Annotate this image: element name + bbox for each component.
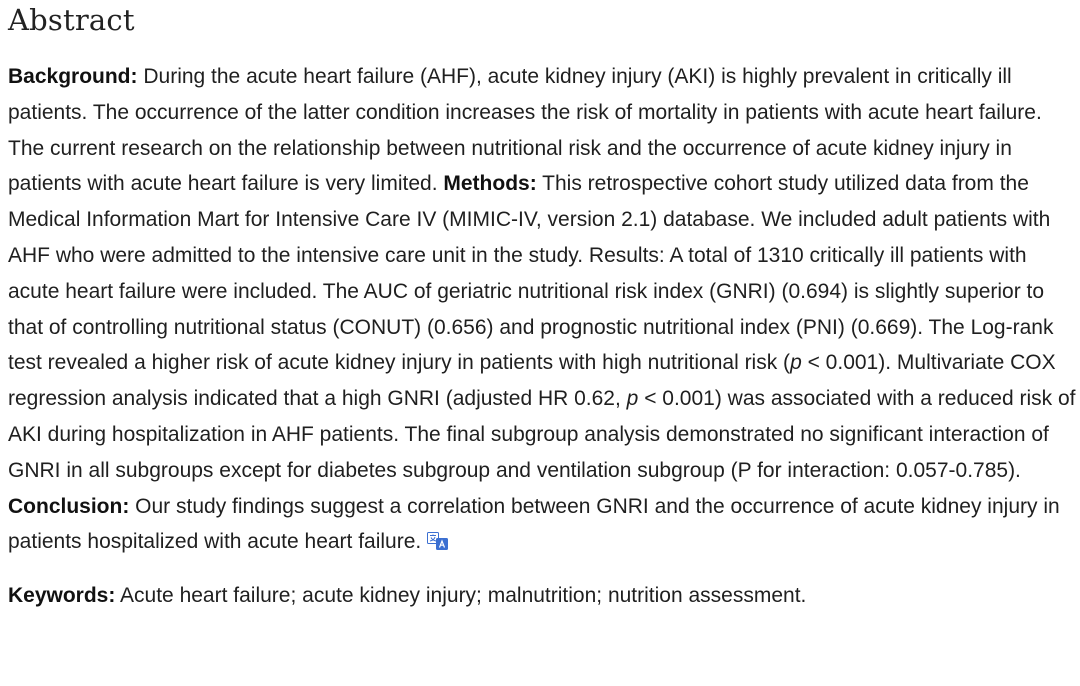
- keywords-paragraph: [8, 578, 1076, 614]
- translate-icon[interactable]: [427, 526, 449, 544]
- methods-label: Methods:: [443, 172, 537, 196]
- abstract-section: [8, 0, 1076, 614]
- keywords-text: Acute heart failure; acute kidney injury; malnutrition; nutrition assessment.: [115, 584, 807, 608]
- methods-text-end: < 0.001) was associated with a reduced risk of AKI during hospitalization in AHF patients. The final subgroup analysis demonstrated no significant interaction of GNRI in all subgroups except for diabetes subgroup and ventilation subgroup (P for interaction: 0.057-0.785).: [8, 387, 1076, 482]
- keywords-label: Keywords:: [8, 584, 116, 608]
- conclusion-text: Our study findings suggest a correlation between GNRI and the occurrence of acute kidney injury in patients hospitalized with acute heart failure.: [8, 494, 1060, 554]
- background-text: During the acute heart failure (AHF), acute kidney injury (AKI) is highly prevalent in critically ill patients. The occurrence of the latter condition increases the risk of mortality in patients with acute heart failure. The current research on the relationship between nutritional risk and the occurrence of acute kidney injury in patients with acute heart failure is very limited.: [8, 65, 1042, 196]
- p-value-symbol: p: [626, 387, 639, 411]
- conclusion-label: Conclusion:: [8, 494, 130, 518]
- methods-text: This retrospective cohort study utilized data from the Medical Information Mart for Intensive Care IV (MIMIC-IV, version 2.1) database. We included adult patients with AHF who were admitted to the intensive care unit in the study. Results: A total of 1310 critically ill patients with acute heart failure were included. The AUC of geriatric nutritional risk index (GNRI) (0.694) is slightly superior to that of controlling nutritional status (CONUT) (0.656) and prognostic nutritional index (PNI) (0.669). The Log-rank test revealed a higher risk of acute kidney injury in patients with high nutritional risk (: [8, 172, 1054, 375]
- background-label: Background:: [8, 65, 138, 88]
- abstract-heading: Abstract: [8, 3, 135, 37]
- methods-text-continued: < 0.001). Multivariate COX regression analysis indicated that a high GNRI (adjusted HR 0.62,: [8, 351, 1056, 411]
- abstract-paragraph: [8, 59, 1076, 560]
- p-value-symbol: p: [790, 351, 802, 375]
